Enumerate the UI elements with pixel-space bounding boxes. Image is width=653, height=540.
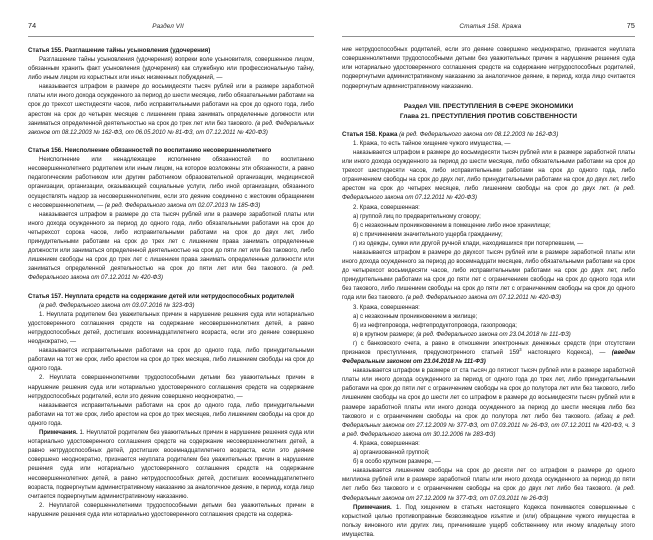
notes-label: Примечания. — [353, 504, 392, 511]
amendment-note: (в ред. Федерального закона от 07.12.2011 № 420-ФЗ) — [28, 266, 315, 282]
paragraph — [342, 467, 635, 503]
article-heading-158 — [342, 130, 635, 139]
notes-text: 1. Неуплатой родителем без уважительных причин в нарушение решения суда или нотариально удостоверенного соглашения средств на содержание несовершеннолетних детей, а равно нетрудоспособных детей, достигших восемнадцатилетнего возраста, если это деяние совершено неоднократно, признается неуплата родителем без уважительных причин в нарушение решения суда или нотариально удостоверенного соглашения средств на содержание несовершеннолетних детей, а равно нетрудоспособных детей, достигших восемнадцатилетнего возраста, подвергнутым административному наказанию за аналогичное деяние, в период, когда лицо считается подвергнутым административному наказанию. — [28, 430, 314, 500]
paragraph: 1. Кража, то есть тайное хищение чужого имущества, — — [353, 140, 511, 147]
paragraph — [28, 83, 314, 138]
page-number-left: 74 — [28, 21, 37, 30]
amendment-note: (в ред. Федеральных законов от 08.12.2003 № 162-ФЗ, от 06.05.2010 № 81-ФЗ, от 07.12.2011 № 420-ФЗ) — [28, 120, 314, 136]
paragraph-text: Неисполнение или ненадлежащее исполнение обязанностей по воспитанию несовершеннолетнего родителем или иным лицом, на которое возложены эти обязанности, а равно педагогическим работником или другим работником образовательной организации, медицинской организации, организации, оказывающей социальные услуги, либо иной организации, обязанного осуществлять надзор за несовершеннолетним, если это деяние соединено с жестоким обращением с несовершеннолетним, — — [28, 157, 314, 209]
list-item: а) организованной группой; — [353, 450, 430, 457]
list-item: в) с причинением значительного ущерба гражданину; — [353, 231, 503, 238]
list-item-text: в) в крупном размере; — [353, 331, 417, 338]
list-item-text: г) с банковского счета, а равно в отношении электронных денежных средств (при отсутствии признаков преступления, предусмотренного статьей 159 — [342, 340, 635, 357]
paragraph-text: наказывается штрафом в размере до восьмидесяти тысяч рублей или в размере заработной платы или иного дохода осужденного за период до шести месяцев, либо обязательными работами на срок до трехсот шестидесяти часов, либо исправительными работами на срок до одного года, либо ограничением свободы на срок до двух лет, либо принудительными работами на срок до двух лет, либо арестом на срок до четырех месяцев, либо лишением свободы на срок до двух лет. — [342, 149, 635, 193]
paragraph: Разглашение тайны усыновления (удочерения) вопреки воле усыновителя, совершенное лицом, обязанным хранить факт усыновления (удочерения) как служебную или профессиональную тайну, либо иным лицом из корыстных или иных низменных побуждений, — — [28, 56, 314, 82]
paragraph: наказывается исправительными работами на срок до одного года, либо принудительными работами на тот же срок, либо арестом на срок до трех месяцев, либо лишением свободы на срок до одного года. — [28, 402, 314, 427]
amendment-note: (абзац в ред. Федеральных законов от 27.12.2009 № 377-ФЗ, от 07.03.2011 № 26-ФЗ, от 07.12.2011 № 420-ФЗ, ч. 3 в ред. Федерального закона от 30.12.2006 № 283-ФЗ) — [342, 413, 635, 438]
list-item — [342, 331, 635, 340]
paragraph: 2. Неуплатой совершеннолетними трудоспособными детьми без уважительных причин в нарушение решения суда или нотариально удостоверенного соглашения средств на содержа- — [28, 502, 314, 518]
list-item — [342, 340, 635, 367]
paragraph: наказывается исправительными работами на срок до одного года, либо принудительными работами на тот же срок, либо арестом на срок до трех месяцев, либо лишением свободы на срок до одного года. — [28, 348, 314, 373]
paragraph — [342, 249, 635, 304]
paragraph-continuation: ние нетрудоспособных родителей, если это деяние совершено неоднократно, признается неуплата совершеннолетними трудоспособными детьми без уважительных причин в нарушение решения суда или нотариально удостоверенного соглашения средств на содержание нетрудоспособных родителей, подвергнутыми административному наказанию за аналогичное деяние, в период, когда лицо считается подвергнутым административному наказанию. — [342, 47, 635, 90]
notes-block — [28, 429, 314, 502]
article-heading-text: Статья 158. Кража — [342, 131, 400, 139]
chapter-heading-glava-21: Глава 21. ПРЕСТУПЛЕНИЯ ПРОТИВ СОБСТВЕННОСТИ — [399, 113, 578, 121]
running-head-right — [342, 22, 635, 37]
list-item: г) из одежды, сумки или другой ручной клади, находившихся при потерпевшем, — — [353, 240, 584, 247]
list-item: б) с незаконным проникновением в помещение либо иное хранилище; — [353, 222, 551, 229]
list-item: б) из нефтепровода, нефтепродуктопровода, газопровода; — [353, 322, 517, 329]
article-heading-156: Статья 156. Неисполнение обязанностей по воспитанию несовершеннолетнего — [28, 147, 272, 155]
paragraph: 3. Кража, совершенная: — [353, 304, 420, 311]
amendment-note: (в ред. Федерального закона от 08.12.2003 № 162-ФЗ) — [399, 131, 559, 139]
list-item: б) в особо крупном размере, — — [353, 459, 441, 466]
page-right — [326, 0, 653, 540]
paragraph-text: наказывается штрафом в размере до восьмидесяти тысяч рублей или в размере заработной платы или иного дохода осужденного за период до шести месяцев, либо обязательными работами на срок до трехсот шестидесяти часов, либо исправительными работами на срок до одного года, либо арестом на срок до четырех месяцев с лишением права занимать определенные должности или заниматься определенной деятельностью на срок до трех лет или без такового. — [28, 84, 314, 127]
paragraph-text: наказывается лишением свободы на срок до десяти лет со штрафом в размере до одного миллиона рублей или в размере заработной платы или иного дохода осужденного за период до пяти лет либо без такового и с ограничением свободы на срок до двух лет либо без такового. — [342, 468, 635, 493]
running-head-left — [28, 22, 314, 37]
page-number-right: 75 — [626, 21, 635, 30]
paragraph: 2. Неуплата совершеннолетними трудоспособными детьми без уважительных причин в нарушение решения суда или нотариально удостоверенного соглашения средств на содержание нетрудоспособных родителей, если это деяние совершено неоднократно, — — [28, 375, 314, 400]
article-heading-155: Статья 155. Разглашение тайны усыновления (удочерения) — [28, 47, 211, 55]
running-title-left: Раздел VII — [152, 23, 184, 30]
text-column-left — [28, 46, 314, 520]
section-heading-razdel-8: Раздел VIII. ПРЕСТУПЛЕНИЯ В СФЕРЕ ЭКОНОМИКИ — [403, 103, 574, 111]
page-left — [0, 0, 326, 540]
amendment-note: (в ред. Федеральных законов от 27.12.2009 № 377-ФЗ, от 07.03.2011 № 26-ФЗ) — [342, 486, 635, 502]
amendment-note: (в ред. Федерального закона от 07.12.2011 № 420-ФЗ) — [405, 295, 561, 302]
notes-text: 1. Под хищением в статьях настоящего Кодекса понимаются совершенные с корыстной целью противоправные безвозмездное изъятие и (или) обращение чужого имущества в пользу виновного или других лиц, причинившие ущерб собственнику или иному владельцу этого имущества. — [342, 504, 635, 538]
paragraph-text: наказывается штрафом в размере до двухсот тысяч рублей или в размере заработной платы или иного дохода осужденного за период до восемнадцати месяцев, либо обязательными работами на срок до четырехсот восьмидесяти часов, либо исправительными работами на срок до двух лет, либо принудительными работами на срок до пяти лет с ограничением свободы на срок до одного года или без такового, либо лишением свободы на срок до пяти лет с ограничением свободы на срок до одного года или без такового. — [342, 249, 635, 302]
list-item-text-tail: настоящего Кодекса), — — [521, 350, 612, 357]
article-superscript: 3 — [519, 347, 522, 352]
amendment-note: (введен Федеральным законом от 23.04.2018 № 111-ФЗ) — [342, 350, 635, 366]
list-item: а) с незаконным проникновением в жилище; — [353, 313, 478, 320]
amendment-note: (в ред. Федерального закона от 23.04.2018 № 111-ФЗ) — [416, 331, 571, 338]
paragraph: 1. Неуплата родителем без уважительных причин в нарушение решения суда или нотариально удостоверенного соглашения средств на содержание несовершеннолетних детей, а равно нетрудоспособных детей, достигших восемнадцатилетнего возраста, если это деяние совершено неоднократно, — — [28, 311, 314, 346]
paragraph — [342, 149, 635, 204]
paragraph-text: наказывается штрафом в размере от ста тысяч до пятисот тысяч рублей или в размере заработной платы или иного дохода осужденного за период от одного года до трех лет, либо принудительными работами на срок до пяти лет с ограничением свободы на срок до полутора лет или без такового, либо лишением свободы на срок до шести лет со штрафом в размере до восьмидесяти тысяч рублей или в размере заработной платы или иного дохода осужденного за период до шести месяцев либо без такового и с ограничением свободы на срок до полутора лет либо без такового. — [342, 368, 635, 420]
article-amendment-note-157: (в ред. Федерального закона от 03.07.2016 № 323-ФЗ) — [39, 302, 195, 309]
paragraph — [342, 367, 635, 440]
running-title-right: Статья 158. Кража — [459, 23, 522, 30]
notes-block — [342, 504, 635, 540]
paragraph — [28, 156, 314, 211]
paragraph: 4. Кража, совершенная: — [353, 440, 420, 447]
list-item: а) группой лиц по предварительному сговору; — [353, 213, 481, 220]
text-column-right — [342, 46, 635, 540]
paragraph — [28, 211, 314, 284]
spacer — [342, 92, 635, 94]
amendment-note: (в ред. Федерального закона от 07.12.2011 № 420-ФЗ) — [342, 186, 635, 202]
paragraph: 2. Кража, совершенная: — [353, 204, 420, 211]
article-heading-157: Статья 157. Неуплата средств на содержание детей или нетрудоспособных родителей — [28, 292, 295, 300]
paragraph-text: наказывается штрафом в размере до ста тысяч рублей или в размере заработной платы или иного дохода осужденного за период до одного года, либо обязательными работами на срок до четырехсот сорока часов, либо исправительными работами на срок до двух лет, либо принудительными работами на срок до трех лет с лишением права занимать определенные должности или заниматься определенной деятельностью на срок до пяти лет или без такового, либо лишением свободы на срок до трех лет с лишением права занимать определенные должности или заниматься определенной деятельностью на срок до пяти лет или без такового. — [28, 211, 314, 273]
amendment-note: (в ред. Федерального закона от 02.07.2013 № 185-ФЗ) — [104, 202, 261, 209]
notes-label: Примечания. — [39, 430, 78, 437]
